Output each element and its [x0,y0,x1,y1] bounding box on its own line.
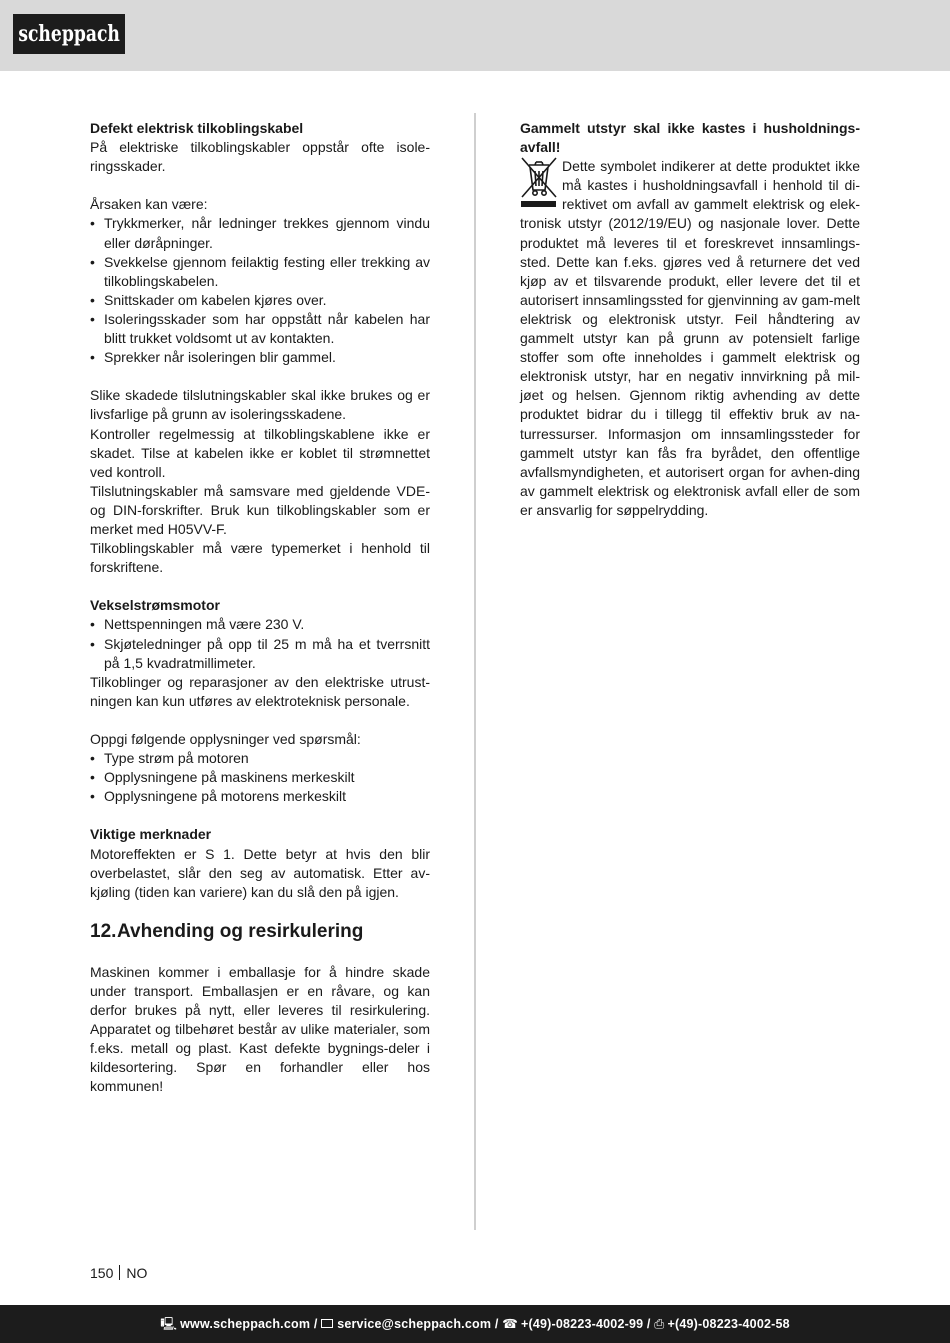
list-item: • Type strøm på motoren [90,749,430,768]
page-footer [0,1305,950,1343]
fax-icon: ⎙ [654,1317,665,1331]
causes-list [90,214,430,367]
list-item: • Trykkmerker, når ledninger trekkes gjennom vindu eller døråpninger. [90,214,430,252]
brand-logo-text: scheppach [18,21,120,47]
paragraph: Tilkoblinger og reparasjoner av den elektriske utrust-ningen kan kun utføres av elektroteknisk personale. [90,673,430,709]
chapter-number: 12. [90,920,117,942]
paragraph: Maskinen kommer i emballasje for å hindre skade under transport. Emballasjen er en råvare, og kan derfor brukes på nytt, eller leveres til resirkulering. Apparatet og tilbehøret består av ulike materialer, som f.eks. metall og plast. Kast defekte bygnings-deler i kildesortering. Spør en forhandler eller hos kommunen! [90,963,430,1095]
footer-email[interactable]: service@scheppach.com / [337,1317,499,1331]
paragraph: Tilslutningskabler må samsvare med gjeldende VDE- og DIN-forskrifter. Bruk kun tilkoblingskabler som er merket med H05VV-F. [90,482,430,537]
section-heading-motor: Vekselstrømsmotor [90,597,220,614]
list-item: • Nettspenningen må være 230 V. [90,615,430,634]
questions-list [90,749,430,806]
page-number [90,1265,147,1281]
left-column [90,119,430,1097]
computer-icon: 🖳 [160,1317,178,1331]
footer-fax: +(49)-08223-4002-58 [667,1317,790,1331]
footer-phone: +(49)-08223-4002-99 / [520,1317,651,1331]
footer-contact [0,1315,950,1336]
section-heading-notes: Viktige merknader [90,826,212,843]
page-number-value: 150 [90,1265,114,1281]
paragraph: Slike skadede tilslutningskabler skal ikke brukes og er livsfarlige på grunn av isoleringsskadene. [90,387,430,423]
weee-bar [521,201,556,207]
list-item: • Opplysningene på maskinens merkeskilt [90,768,430,787]
page-header [0,0,950,71]
phone-icon: ☎ [502,1317,518,1331]
mail-icon [321,1319,333,1328]
paragraph: Tilkoblingskabler må være typemerket i henhold til forskriftene. [90,540,430,576]
causes-intro: Årsaken kan være: [90,196,208,213]
page-language: NO [126,1265,148,1281]
right-column [520,119,860,520]
footer-website[interactable]: www.scheppach.com / [180,1317,318,1331]
list-item: • Skjøteledninger på opp til 25 m må ha et tverrsnitt på 1,5 kvadratmillimeter. [90,635,430,673]
weee-paragraph: Dette symbolet indikerer at dette produktet ikke må kastes i husholdningsavfall i henhold til di-rektivet om avfall av gammelt elektrisk og elek-tronisk utstyr (2012/19/EU) og nasjonale lover. Dette produktet må leveres til et foreskrevet innsamlings-sted. Dette kan f.eks. gjøres ved å returnere det ved kjøp av et tilsvarende produkt, eller levere det til et autorisert innsamlingssted for gjenvinning av gam-melt elektrisk og elektronisk utstyr. Feil håndtering av gammelt utstyr kan på grunn av potensielt farlige stoffer som ofte inneholdes i gammelt elektrisk og elektronisk utstyr, har en negativ innvirkning på mil-jøet og helsen. Gjennom riktig avhending av dette produktet bidrar du i tillegg til effektiv bruk av na-turressurser. Informasjon om innsamlingssteder for gammelt utstyr kan fås fra byrådet, den offentlige avfallsmyndigheten, et autorisert organ for avhen-ding av gammelt elektrisk og elektronisk avfall eller de som er ansvarlig for søppelrydding. [520,158,860,518]
list-item: • Svekkelse gjennom feilaktig festing eller trekking av tilkoblingskabelen. [90,253,430,291]
weee-block [520,157,860,520]
paragraph: Kontroller regelmessig at tilkoblingskablene ikke er skadet. Tilse at kabelen ikke er koblet til strømnettet ved kontroll. [90,425,430,480]
chapter-title [90,920,430,944]
column-divider [474,113,476,1230]
list-item: • Snittskader om kabelen kjøres over. [90,291,430,310]
paragraph: Motoreffekten er S 1. Dette betyr at hvis den blir overbelastet, slår den seg av automatisk. Etter av-kjøling (tiden kan variere) kan du slå den på igjen. [90,845,430,900]
questions-intro: Oppgi følgende opplysninger ved spørsmål: [90,731,361,747]
chapter-title-text: Avhending og resirkulering [117,920,364,942]
crossed-bin-icon [520,157,558,207]
list-item: • Opplysningene på motorens merkeskilt [90,787,430,806]
cable-intro-paragraph: På elektriske tilkoblingskabler oppstår ofte isole-ringsskader. [90,139,430,175]
list-item: • Isoleringsskader som har oppstått når kabelen har blitt trukket voldsomt ut av kontakten. [90,310,430,348]
motor-list [90,615,430,672]
section-heading-weee: Gammelt utstyr skal ikke kastes i husholdnings-avfall! [520,120,860,156]
brand-logo [13,14,125,54]
section-heading-cable: Defekt elektrisk tilkoblingskabel [90,120,304,136]
list-item: • Sprekker når isoleringen blir gammel. [90,348,430,367]
